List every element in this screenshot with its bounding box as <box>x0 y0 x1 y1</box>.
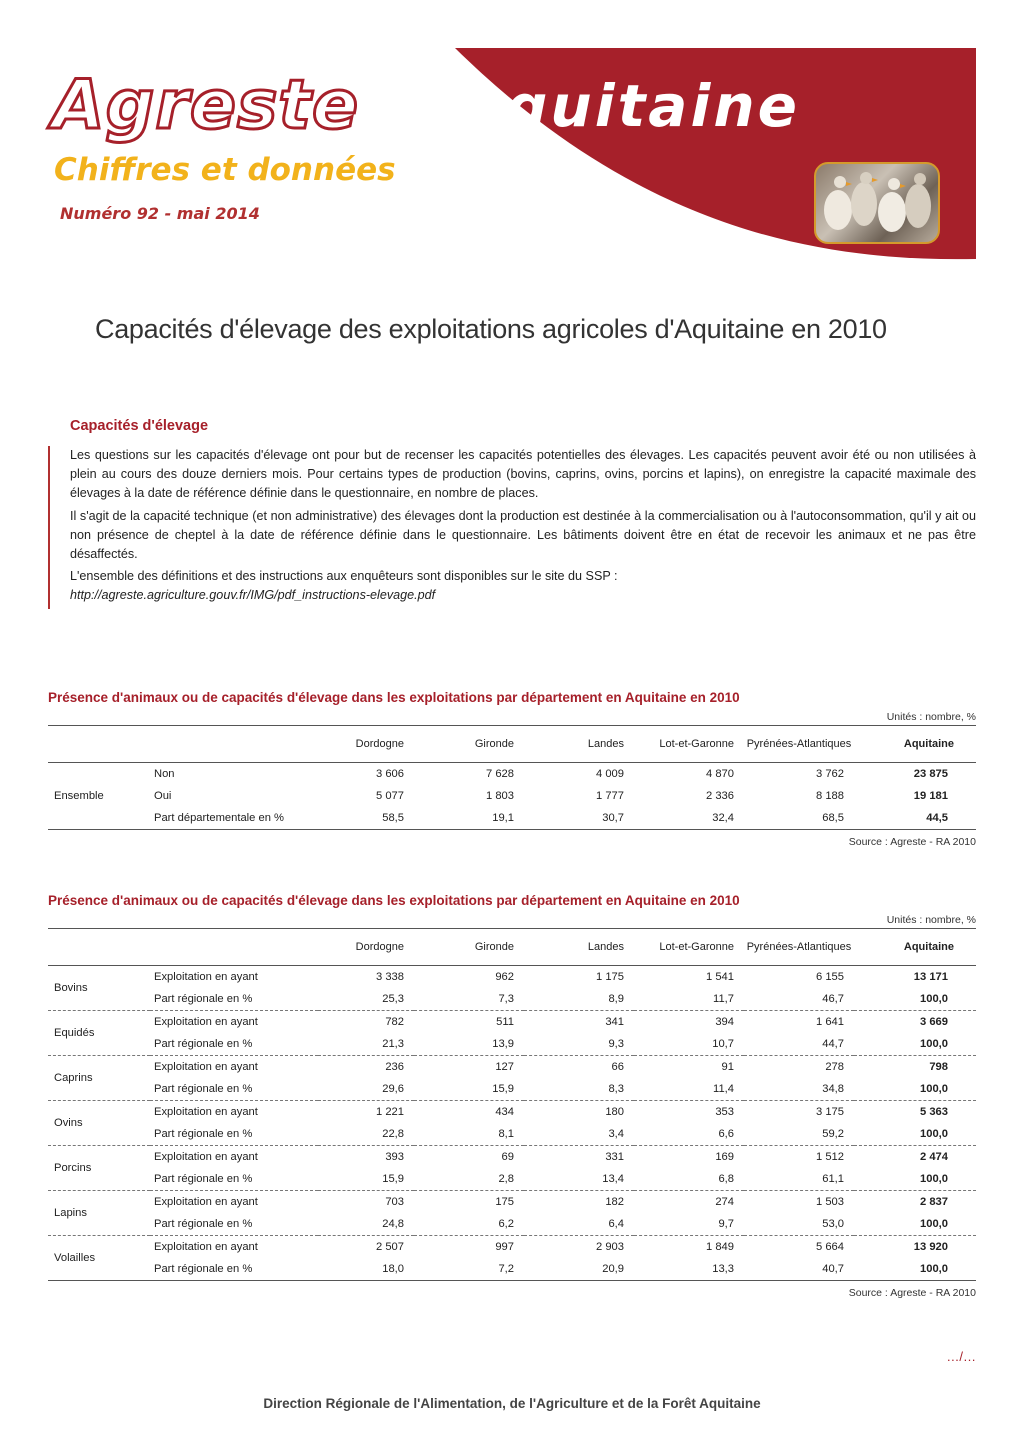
total-cell: 3 669 <box>920 1016 948 1028</box>
value-cell: 91 <box>721 1061 734 1073</box>
value-cell: 11,7 <box>634 988 744 1011</box>
table-row <box>48 1056 976 1079</box>
table-row <box>48 1258 976 1281</box>
geese-photo <box>814 162 940 244</box>
brand-logo-agreste: Agreste <box>52 66 360 145</box>
row-label: Exploitation en ayant <box>154 1016 258 1028</box>
value-cell: 7,3 <box>414 988 524 1011</box>
table-row <box>48 1191 976 1214</box>
value-cell: 25,3 <box>318 988 414 1011</box>
row-category: Ensemble <box>54 790 104 802</box>
intro-paragraph-1: Les questions sur les capacités d'élevage ont pour but de recenser les capacités potentielles des élevages. Les capacités peuvent avoir été ou non utilisées à plein au cours des douze derniers mois. Pour certains types de production (bovins, caprins, ovins, porcins et lapins), on enregistre la capacité maximale des élevages à la date de référence définie dans le questionnaire, en nombre de places. <box>70 448 976 501</box>
intro-paragraph-2: Il s'agit de la capacité technique (et non administrative) des élevages dont la production est destinée à la commercialisation ou à l'autoconsommation, qu'il y ait ou non présence de cheptel à la date de référence définie dans le questionnaire. Les bâtiments doivent être en état de recevoir les animaux et ne pas être désaffectés. <box>70 508 976 562</box>
value-cell: 66 <box>611 1061 624 1073</box>
row-category: Lapins <box>48 1191 150 1236</box>
table-row <box>48 1123 976 1146</box>
value-cell: 13,4 <box>524 1168 634 1191</box>
value-cell: 6,2 <box>414 1213 524 1236</box>
table-row <box>48 785 976 807</box>
value-cell: 3 338 <box>376 971 404 983</box>
row-label: Exploitation en ayant <box>154 1196 258 1208</box>
value-cell: 13,3 <box>634 1258 744 1281</box>
total-cell: 44,5 <box>854 807 976 830</box>
table-1-header-row <box>48 726 976 763</box>
row-category <box>48 763 150 786</box>
value-cell: 1 641 <box>816 1016 844 1028</box>
value-cell: 29,6 <box>318 1078 414 1101</box>
value-cell: 3 175 <box>816 1106 844 1118</box>
row-category: Porcins <box>48 1146 150 1191</box>
value-cell: 3,4 <box>524 1123 634 1146</box>
row-label: Part régionale en % <box>150 1213 318 1236</box>
value-cell: 11,4 <box>634 1078 744 1101</box>
row-label: Non <box>154 768 175 780</box>
table-1-block <box>48 690 976 848</box>
table-row <box>48 966 976 989</box>
value-cell: 180 <box>605 1106 624 1118</box>
row-category: Caprins <box>48 1056 150 1101</box>
value-cell: 21,3 <box>318 1033 414 1056</box>
row-label: Exploitation en ayant <box>154 1061 258 1073</box>
value-cell: 24,8 <box>318 1213 414 1236</box>
value-cell: 341 <box>605 1016 624 1028</box>
value-cell: 59,2 <box>744 1123 854 1146</box>
row-category <box>48 807 150 830</box>
row-label: Exploitation en ayant <box>154 1106 258 1118</box>
row-category: Ovins <box>48 1101 150 1146</box>
value-cell: 511 <box>496 1016 514 1028</box>
value-cell: 8,3 <box>524 1078 634 1101</box>
value-cell: 5 077 <box>376 790 404 802</box>
table-row <box>48 1101 976 1124</box>
total-cell: 2 837 <box>920 1196 948 1208</box>
value-cell: 5 664 <box>816 1241 844 1253</box>
col-header: Dordogne <box>318 929 414 966</box>
intro-text <box>48 446 976 609</box>
table-row <box>48 1236 976 1259</box>
continued-marker: …/… <box>946 1349 976 1364</box>
table-1 <box>48 725 976 830</box>
col-header: Landes <box>524 726 634 763</box>
value-cell: 1 221 <box>376 1106 404 1118</box>
total-cell: 100,0 <box>854 1258 976 1281</box>
col-header: Dordogne <box>318 726 414 763</box>
row-label: Part régionale en % <box>150 1123 318 1146</box>
value-cell: 22,8 <box>318 1123 414 1146</box>
value-cell: 68,5 <box>744 807 854 830</box>
value-cell: 15,9 <box>318 1168 414 1191</box>
value-cell: 393 <box>385 1151 404 1163</box>
value-cell: 1 777 <box>596 790 624 802</box>
footer-organisation: Direction Régionale de l'Alimentation, de l'Agriculture et de la Forêt Aquitaine <box>263 1396 761 1411</box>
col-header: Aquitaine <box>854 929 976 966</box>
total-cell: 23 875 <box>913 768 948 780</box>
row-label: Exploitation en ayant <box>154 971 258 983</box>
table-row <box>48 988 976 1011</box>
value-cell: 61,1 <box>744 1168 854 1191</box>
row-category: Bovins <box>48 966 150 1011</box>
col-header: Gironde <box>414 726 524 763</box>
header-empty <box>48 929 150 966</box>
total-cell: 2 474 <box>920 1151 948 1163</box>
issue-number: Numéro 92 - mai 2014 <box>60 204 260 223</box>
table-row <box>48 807 976 830</box>
value-cell: 3 606 <box>376 768 404 780</box>
row-label: Part régionale en % <box>150 1078 318 1101</box>
geese-illustration <box>816 164 938 242</box>
value-cell: 69 <box>501 1151 514 1163</box>
table-1-units: Unités : nombre, % <box>886 711 976 723</box>
value-cell: 703 <box>385 1196 404 1208</box>
col-header: Pyrénées-Atlantiques <box>744 929 854 966</box>
table-row <box>48 1168 976 1191</box>
value-cell: 7 628 <box>486 768 514 780</box>
intro-paragraph-3 <box>70 567 976 605</box>
total-cell: 13 171 <box>913 971 948 983</box>
total-cell: 13 920 <box>913 1241 948 1253</box>
row-label: Oui <box>154 790 172 802</box>
value-cell: 962 <box>495 971 514 983</box>
value-cell: 1 803 <box>486 790 514 802</box>
value-cell: 236 <box>385 1061 404 1073</box>
value-cell: 34,8 <box>744 1078 854 1101</box>
row-label: Part régionale en % <box>150 1168 318 1191</box>
value-cell: 4 870 <box>706 768 734 780</box>
value-cell: 30,7 <box>524 807 634 830</box>
row-label: Part départementale en % <box>150 807 318 830</box>
intro-paragraph-3-text: L'ensemble des définitions et des instructions aux enquêteurs sont disponibles sur le site du SSP : <box>70 569 618 584</box>
total-cell: 19 181 <box>913 790 948 802</box>
value-cell: 274 <box>715 1196 734 1208</box>
total-cell: 100,0 <box>854 1033 976 1056</box>
value-cell: 2 507 <box>376 1241 404 1253</box>
total-cell: 798 <box>929 1061 948 1073</box>
brand-logo-region: Aquitaine <box>458 72 800 140</box>
table-2-body <box>48 966 976 1281</box>
publication-series: Chiffres et données <box>54 152 396 188</box>
value-cell: 3 762 <box>816 768 844 780</box>
page-title: Capacités d'élevage des exploitations agricoles d'Aquitaine en 2010 <box>95 314 887 344</box>
value-cell: 8 188 <box>816 790 844 802</box>
total-cell: 5 363 <box>920 1106 948 1118</box>
value-cell: 6,6 <box>634 1123 744 1146</box>
value-cell: 2 336 <box>706 790 734 802</box>
table-2-title: Présence d'animaux ou de capacités d'élevage dans les exploitations par département en Aquitaine en 2010 <box>48 893 740 908</box>
value-cell: 6,8 <box>634 1168 744 1191</box>
row-label: Part régionale en % <box>150 988 318 1011</box>
col-header: Lot-et-Garonne <box>634 929 744 966</box>
value-cell: 169 <box>715 1151 734 1163</box>
value-cell: 1 849 <box>706 1241 734 1253</box>
col-header: Aquitaine <box>854 726 976 763</box>
row-label: Exploitation en ayant <box>154 1241 258 1253</box>
header-empty <box>48 726 150 763</box>
value-cell: 1 541 <box>706 971 734 983</box>
value-cell: 434 <box>495 1106 514 1118</box>
table-1-source: Source : Agreste - RA 2010 <box>848 836 976 848</box>
value-cell: 7,2 <box>414 1258 524 1281</box>
col-header: Landes <box>524 929 634 966</box>
value-cell: 32,4 <box>634 807 744 830</box>
section-heading: Capacités d'élevage <box>70 418 209 434</box>
value-cell: 8,1 <box>414 1123 524 1146</box>
value-cell: 6 155 <box>816 971 844 983</box>
table-row <box>48 763 976 786</box>
value-cell: 13,9 <box>414 1033 524 1056</box>
row-label: Exploitation en ayant <box>154 1151 258 1163</box>
total-cell: 100,0 <box>854 1123 976 1146</box>
value-cell: 6,4 <box>524 1213 634 1236</box>
table-1-title: Présence d'animaux ou de capacités d'élevage dans les exploitations par département en Aquitaine en 2010 <box>48 690 740 705</box>
value-cell: 19,1 <box>414 807 524 830</box>
value-cell: 782 <box>385 1016 404 1028</box>
header-empty <box>150 929 318 966</box>
value-cell: 9,3 <box>524 1033 634 1056</box>
value-cell: 20,9 <box>524 1258 634 1281</box>
row-category: Volailles <box>48 1236 150 1281</box>
col-header: Lot-et-Garonne <box>634 726 744 763</box>
value-cell: 4 009 <box>596 768 624 780</box>
value-cell: 175 <box>495 1196 514 1208</box>
row-label: Part régionale en % <box>150 1258 318 1281</box>
value-cell: 1 175 <box>596 971 624 983</box>
header-empty <box>150 726 318 763</box>
total-cell: 100,0 <box>854 1213 976 1236</box>
value-cell: 58,5 <box>318 807 414 830</box>
table-2-block <box>48 893 976 1299</box>
value-cell: 1 512 <box>816 1151 844 1163</box>
total-cell: 100,0 <box>854 1078 976 1101</box>
table-row <box>48 1213 976 1236</box>
value-cell: 997 <box>495 1241 514 1253</box>
table-2-header-row <box>48 929 976 966</box>
row-label: Part régionale en % <box>150 1033 318 1056</box>
value-cell: 2 903 <box>596 1241 624 1253</box>
value-cell: 8,9 <box>524 988 634 1011</box>
row-category: Equidés <box>48 1011 150 1056</box>
total-cell: 100,0 <box>854 1168 976 1191</box>
col-header: Gironde <box>414 929 524 966</box>
value-cell: 40,7 <box>744 1258 854 1281</box>
instructions-link[interactable]: http://agreste.agriculture.gouv.fr/IMG/pdf_instructions-elevage.pdf <box>70 588 436 603</box>
value-cell: 46,7 <box>744 988 854 1011</box>
value-cell: 353 <box>715 1106 734 1118</box>
value-cell: 127 <box>495 1061 514 1073</box>
value-cell: 10,7 <box>634 1033 744 1056</box>
value-cell: 182 <box>605 1196 624 1208</box>
table-2 <box>48 928 976 1281</box>
value-cell: 394 <box>715 1016 734 1028</box>
col-header: Pyrénées-Atlantiques <box>744 726 854 763</box>
value-cell: 1 503 <box>816 1196 844 1208</box>
value-cell: 331 <box>605 1151 624 1163</box>
table-2-units: Unités : nombre, % <box>886 914 976 926</box>
value-cell: 9,7 <box>634 1213 744 1236</box>
table-1-body <box>48 763 976 830</box>
table-row <box>48 1078 976 1101</box>
total-cell: 100,0 <box>854 988 976 1011</box>
value-cell: 53,0 <box>744 1213 854 1236</box>
table-row <box>48 1011 976 1034</box>
value-cell: 2,8 <box>414 1168 524 1191</box>
value-cell: 278 <box>825 1061 844 1073</box>
value-cell: 44,7 <box>744 1033 854 1056</box>
table-row <box>48 1033 976 1056</box>
table-row <box>48 1146 976 1169</box>
table-2-source: Source : Agreste - RA 2010 <box>848 1287 976 1299</box>
value-cell: 18,0 <box>318 1258 414 1281</box>
masthead <box>0 0 1024 270</box>
value-cell: 15,9 <box>414 1078 524 1101</box>
